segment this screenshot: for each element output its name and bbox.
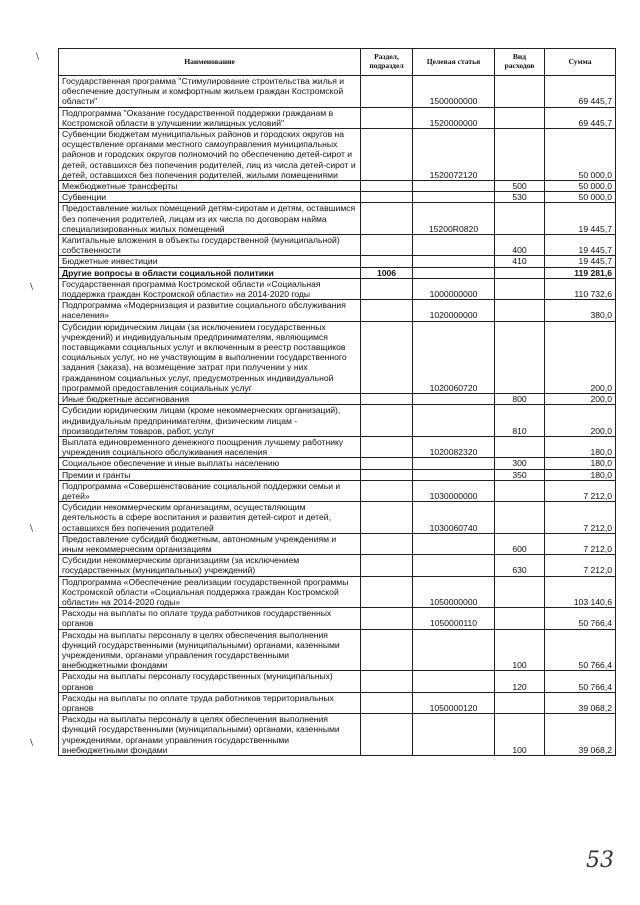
row-target-cell: 1520000000 [413, 107, 495, 128]
margin-mark: \ [30, 524, 34, 534]
table-row [59, 107, 616, 128]
row-section-cell [361, 671, 413, 692]
row-sum-cell: 50 000,0 [545, 192, 616, 203]
row-name-cell: Предоставление жилых помещений детям-сиротам и детям, оставшимся без попечения родителей, лицам из их числа по договорам найма специализированных жилых помещений [59, 203, 361, 235]
row-section-cell [361, 107, 413, 128]
row-vid-cell [495, 502, 545, 534]
table-row [59, 235, 616, 256]
row-target-cell [413, 256, 495, 267]
row-name-cell: Субвенции [59, 192, 361, 203]
row-vid-cell [495, 436, 545, 457]
row-vid-cell: 500 [495, 181, 545, 192]
row-section-cell [361, 458, 413, 469]
row-name-cell: Подпрограмма «Совершенствование социальной поддержки семьи и детей» [59, 480, 361, 501]
row-sum-cell: 50 000,0 [545, 181, 616, 192]
row-vid-cell: 100 [495, 629, 545, 671]
row-target-cell [413, 533, 495, 554]
header-section: Раздел, подраздел [361, 49, 413, 76]
row-target-cell: 15200R0820 [413, 203, 495, 235]
row-name-cell: Подпрограмма "Оказание государственной поддержки гражданам в Костромской области в улучшении жилищных условий" [59, 107, 361, 128]
row-vid-cell: 800 [495, 394, 545, 405]
row-name-cell: Иные бюджетные ассигнования [59, 394, 361, 405]
row-vid-cell: 100 [495, 714, 545, 756]
row-vid-cell [495, 321, 545, 393]
row-sum-cell: 200,0 [545, 394, 616, 405]
row-section-cell [361, 129, 413, 181]
row-target-cell [413, 458, 495, 469]
row-section-cell [361, 502, 413, 534]
table-row [59, 502, 616, 534]
row-sum-cell: 200,0 [545, 405, 616, 437]
table-row [59, 181, 616, 192]
row-section-cell [361, 256, 413, 267]
row-vid-cell: 630 [495, 555, 545, 576]
page-number: 53 [586, 848, 614, 873]
row-name-cell: Предоставление субсидий бюджетным, автономным учреждениям и иным некоммерческим организациям [59, 533, 361, 554]
row-target-cell: 1030000000 [413, 480, 495, 501]
table-row [59, 405, 616, 437]
row-target-cell [413, 192, 495, 203]
row-target-cell [413, 267, 495, 278]
table-row [59, 555, 616, 576]
row-target-cell: 1000000000 [413, 278, 495, 299]
row-sum-cell: 39 068,2 [545, 692, 616, 713]
row-name-cell: Расходы на выплаты по оплате труда работников государственных органов [59, 608, 361, 629]
row-name-cell: Бюджетные инвестиции [59, 256, 361, 267]
row-sum-cell: 7 212,0 [545, 502, 616, 534]
row-name-cell: Подпрограмма «Модернизация и развитие социального обслуживания населения» [59, 300, 361, 321]
row-section-cell [361, 192, 413, 203]
row-name-cell: Субсидии некоммерческим организациям (за исключением государственных (муниципальных) учреждений) [59, 555, 361, 576]
row-vid-cell [495, 608, 545, 629]
row-name-cell: Расходы на выплаты по оплате труда работников территориальных органов [59, 692, 361, 713]
row-sum-cell: 180,0 [545, 458, 616, 469]
margin-mark: \ [30, 282, 34, 292]
row-target-cell: 1050000120 [413, 692, 495, 713]
row-sum-cell: 69 445,7 [545, 76, 616, 108]
row-section-cell [361, 436, 413, 457]
row-target-cell [413, 181, 495, 192]
row-target-cell: 1020000000 [413, 300, 495, 321]
row-section-cell [361, 608, 413, 629]
row-name-cell: Расходы на выплаты персоналу в целях обеспечения выполнения функций государственными (муниципальными) органами, казенными учреждениями, органами управления государственными внебюджетными фондами [59, 714, 361, 756]
table-row [59, 192, 616, 203]
row-target-cell [413, 405, 495, 437]
row-vid-cell [495, 278, 545, 299]
row-target-cell: 1520072120 [413, 129, 495, 181]
table-row [59, 394, 616, 405]
row-target-cell: 1050000000 [413, 576, 495, 608]
row-section-cell [361, 203, 413, 235]
row-section-cell [361, 555, 413, 576]
row-target-cell [413, 555, 495, 576]
row-section-cell [361, 469, 413, 480]
row-section-cell [361, 321, 413, 393]
row-target-cell: 1030060740 [413, 502, 495, 534]
table-row [59, 608, 616, 629]
row-sum-cell: 19 445,7 [545, 203, 616, 235]
row-section-cell [361, 278, 413, 299]
row-vid-cell [495, 267, 545, 278]
row-vid-cell: 120 [495, 671, 545, 692]
row-name-cell: Субсидии юридическим лицам (за исключением государственных учреждений) и индивидуальным предпринимателям, являющимся поставщиками социальных услуг и включенным в реестр поставщиков социальных услуг, но не участвующим в выполнении государственного задания (заказа), на возмещение затрат при получении у них гражданином социальных услуг, предусмотренных индивидуальной программой предоставления социальных услуг [59, 321, 361, 393]
table-header-row [59, 49, 616, 76]
row-name-cell: Социальное обеспечение и иные выплаты населению [59, 458, 361, 469]
table-row [59, 300, 616, 321]
row-target-cell: 1020082320 [413, 436, 495, 457]
row-target-cell: 1050000110 [413, 608, 495, 629]
row-vid-cell: 810 [495, 405, 545, 437]
row-target-cell [413, 629, 495, 671]
row-name-cell: Подпрограмма «Обеспечение реализации государственной программы Костромской области «Социальная поддержка граждан Костромской области» на 2014-2020 годы» [59, 576, 361, 608]
table-row [59, 278, 616, 299]
table-row [59, 533, 616, 554]
row-vid-cell [495, 692, 545, 713]
row-target-cell [413, 235, 495, 256]
row-vid-cell: 600 [495, 533, 545, 554]
row-vid-cell: 530 [495, 192, 545, 203]
row-sum-cell: 50 766,4 [545, 671, 616, 692]
row-vid-cell: 400 [495, 235, 545, 256]
row-section-cell [361, 629, 413, 671]
row-section-cell [361, 300, 413, 321]
row-name-cell: Субсидии юридическим лицам (кроме некоммерческих организаций), индивидуальным предпринимателям, физическим лицам - производителям товаров, работ, услуг [59, 405, 361, 437]
row-name-cell: Другие вопросы в области социальной политики [59, 267, 361, 278]
row-target-cell [413, 671, 495, 692]
row-target-cell [413, 469, 495, 480]
table-row [59, 629, 616, 671]
budget-table [58, 48, 616, 756]
header-name: Наименование [59, 49, 361, 76]
table-row [59, 576, 616, 608]
row-vid-cell [495, 76, 545, 108]
row-sum-cell: 110 732,6 [545, 278, 616, 299]
margin-mark: \ [36, 52, 40, 62]
table-row [59, 480, 616, 501]
row-vid-cell [495, 203, 545, 235]
row-sum-cell: 50 766,4 [545, 608, 616, 629]
row-target-cell: 1500000000 [413, 76, 495, 108]
table-body [59, 76, 616, 756]
row-target-cell: 1020060720 [413, 321, 495, 393]
row-sum-cell: 50 766,4 [545, 629, 616, 671]
row-section-cell [361, 576, 413, 608]
row-vid-cell [495, 576, 545, 608]
row-name-cell: Государственная программа Костромской области «Социальная поддержка граждан Костромской области» на 2014-2020 годы [59, 278, 361, 299]
row-vid-cell [495, 107, 545, 128]
row-section-cell [361, 480, 413, 501]
row-sum-cell: 380,0 [545, 300, 616, 321]
row-name-cell: Субсидии некоммерческим организациям, осуществляющим деятельность в сфере воспитания и развития детей-сирот и детей, оставшихся без попечения родителей [59, 502, 361, 534]
row-sum-cell: 200,0 [545, 321, 616, 393]
row-name-cell: Субвенции бюджетам муниципальных районов и городских округов на осуществление органами местного самоуправления муниципальных районов и городских округов полномочий по обеспечению детей-сирот и детей, оставшихся без попечения родителей, лиц из числа детей-сирот и детей, оставшихся без попечения родителей, жилыми помещениями [59, 129, 361, 181]
row-vid-cell: 410 [495, 256, 545, 267]
table-row [59, 76, 616, 108]
row-sum-cell: 7 212,0 [545, 533, 616, 554]
row-sum-cell: 119 281,6 [545, 267, 616, 278]
table-row [59, 321, 616, 393]
row-sum-cell: 180,0 [545, 436, 616, 457]
row-vid-cell: 300 [495, 458, 545, 469]
row-section-cell [361, 405, 413, 437]
table-row [59, 671, 616, 692]
row-sum-cell: 19 445,7 [545, 256, 616, 267]
row-vid-cell [495, 300, 545, 321]
margin-mark: \ [30, 738, 34, 748]
header-target: Целевая статья [413, 49, 495, 76]
table-row [59, 436, 616, 457]
row-sum-cell: 103 140,6 [545, 576, 616, 608]
row-sum-cell: 180,0 [545, 469, 616, 480]
row-section-cell [361, 76, 413, 108]
row-name-cell: Выплата единовременного денежного поощрения лучшему работнику учреждения социального обслуживания населения [59, 436, 361, 457]
row-name-cell: Межбюджетные трансферты [59, 181, 361, 192]
row-sum-cell: 69 445,7 [545, 107, 616, 128]
row-name-cell: Премии и гранты [59, 469, 361, 480]
row-vid-cell [495, 480, 545, 501]
row-sum-cell: 19 445,7 [545, 235, 616, 256]
row-name-cell: Капитальные вложения в объекты государственной (муниципальной) собственности [59, 235, 361, 256]
table-row [59, 692, 616, 713]
row-section-cell [361, 714, 413, 756]
row-name-cell: Расходы на выплаты персоналу государственных (муниципальных) органов [59, 671, 361, 692]
table-row [59, 129, 616, 181]
row-section-cell [361, 181, 413, 192]
row-name-cell: Государственная программа "Стимулирование строительства жилья и обеспечение доступным и комфортным жильем граждан Костромской области" [59, 76, 361, 108]
row-sum-cell: 7 212,0 [545, 480, 616, 501]
row-vid-cell: 350 [495, 469, 545, 480]
row-section-cell [361, 394, 413, 405]
row-section-cell [361, 235, 413, 256]
row-target-cell [413, 714, 495, 756]
table-row [59, 203, 616, 235]
row-vid-cell [495, 129, 545, 181]
row-section-cell: 1006 [361, 267, 413, 278]
table-row [59, 256, 616, 267]
table-row [59, 267, 616, 278]
row-name-cell: Расходы на выплаты персоналу в целях обеспечения выполнения функций государственными (муниципальными) органами, казенными учреждениями, органами управления государственными внебюджетными фондами [59, 629, 361, 671]
table-row [59, 458, 616, 469]
table-row [59, 714, 616, 756]
row-sum-cell: 7 212,0 [545, 555, 616, 576]
header-vid: Вид расходов [495, 49, 545, 76]
row-section-cell [361, 692, 413, 713]
row-sum-cell: 50 000,0 [545, 129, 616, 181]
table-row [59, 469, 616, 480]
row-section-cell [361, 533, 413, 554]
header-sum: Сумма [545, 49, 616, 76]
row-sum-cell: 39 068,2 [545, 714, 616, 756]
row-target-cell [413, 394, 495, 405]
